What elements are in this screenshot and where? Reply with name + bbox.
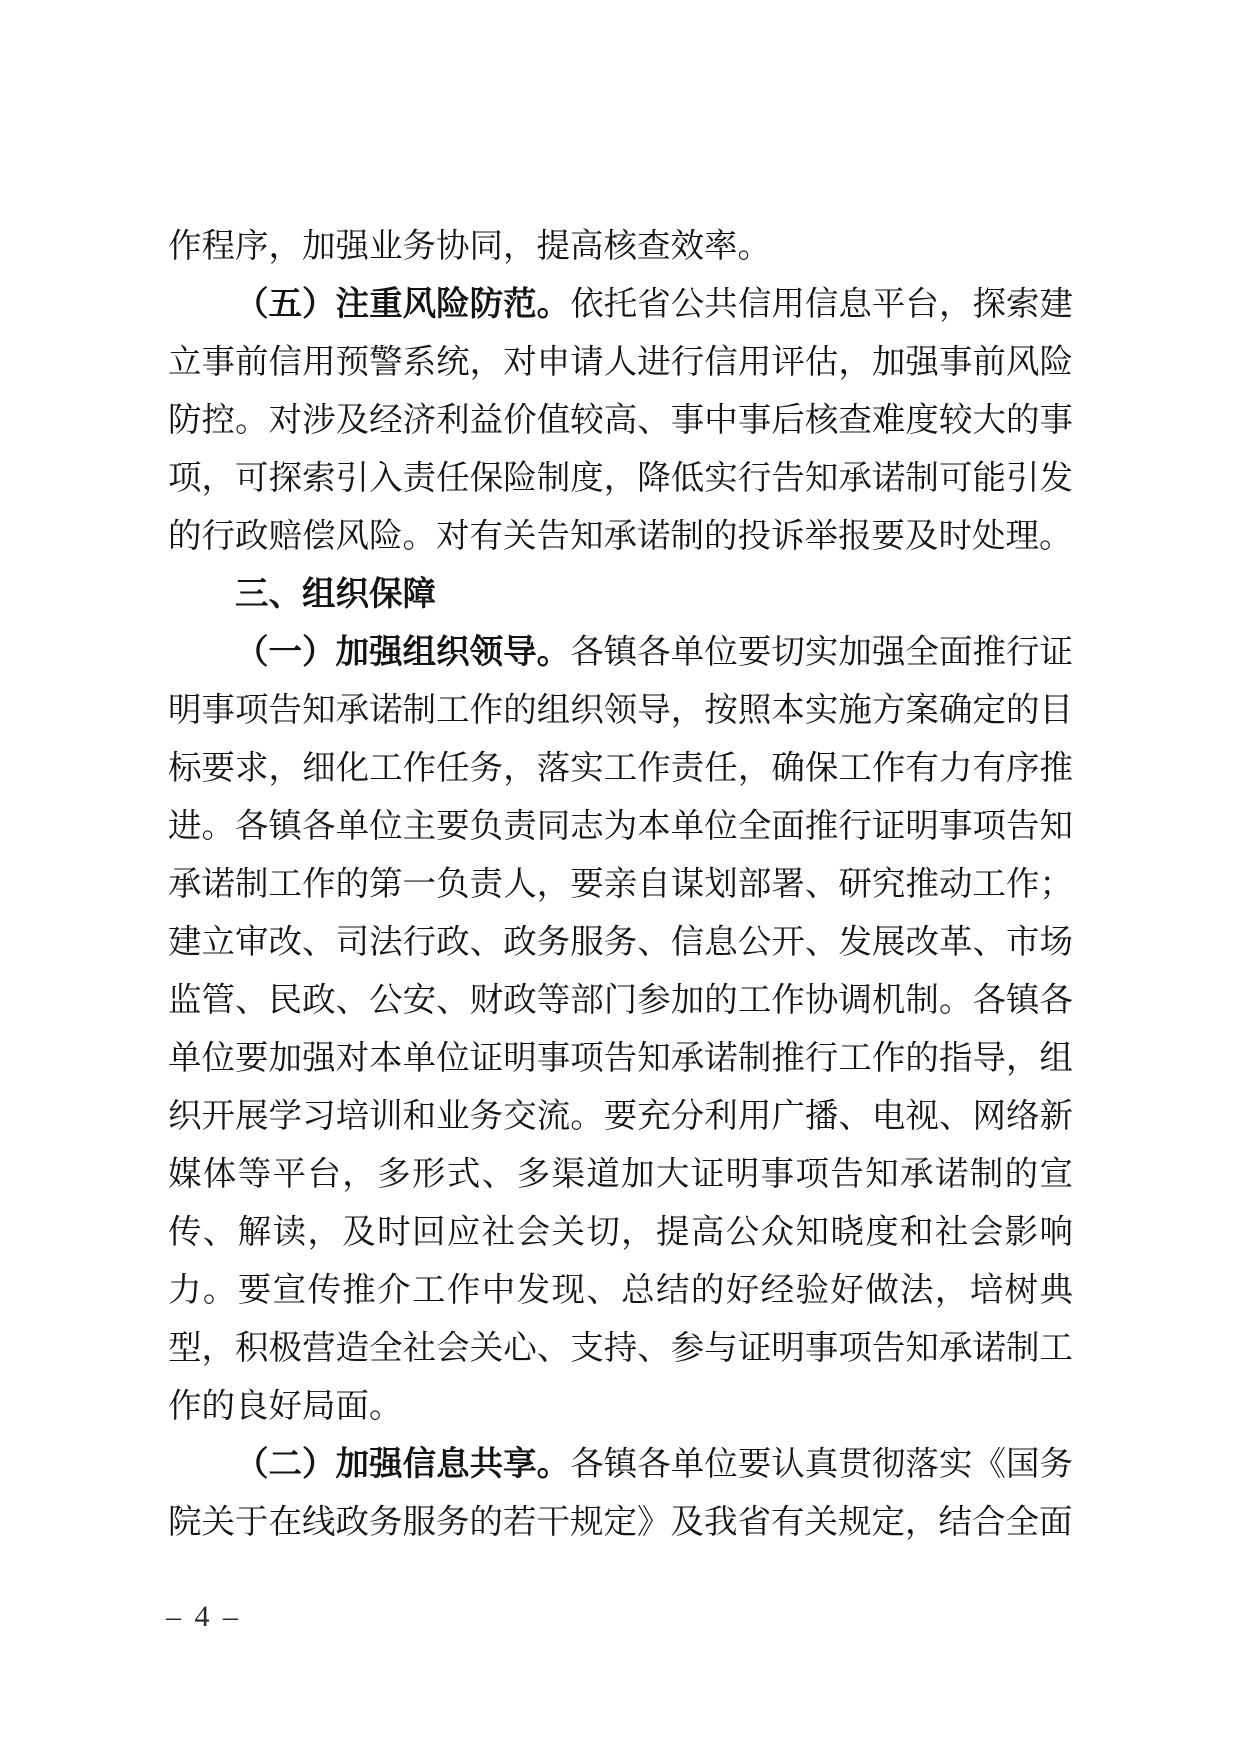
paragraph-text: 各镇各单位要认真贯彻落实《国务院关于在线政务服务的若干规定》及我省有关规定，结合全面 xyxy=(168,1446,1074,1541)
paragraph-lead-text: 三、组织保障 xyxy=(235,576,436,613)
paragraph-text: 各镇各单位要切实加强全面推行证明事项告知承诺制工作的组织领导，按照本实施方案确定的目标要求，细化工作任务，落实工作责任，确保工作有力有序推进。各镇各单位主要负责同志为本单位全面推行证明事项告知承诺制工作的第一负责人，要亲自谋划部署、研究推动工作；建立审改、司法行政、政务服务、信息公开、发展改革、市场监管、民政、公安、财政等部门参加的工作协调机制。各镇各单位要加强对本单位证明事项告知承诺制推行工作的指导，组织开展学习培训和业务交流。要充分利用广播、电视、网络新媒体等平台，多形式、多渠道加大证明事项告知承诺制的宣传、解读，及时回应社会关切，提高公众知晓度和社会影响力。要宣传推介工作中发现、总结的好经验好做法，培树典型，积极营造全社会关心、支持、参与证明事项告知承诺制工作的良好局面。 xyxy=(168,634,1074,1425)
section-heading xyxy=(168,566,1073,624)
paragraph-lead-text: （二）加强信息共享。 xyxy=(235,1446,571,1483)
paragraph-text: 作程序，加强业务协同，提高核查效率。 xyxy=(168,228,771,265)
paragraph-lead-text: （五）注重风险防范。 xyxy=(235,286,571,323)
page-number: – 4 – xyxy=(166,1600,241,1633)
document-body xyxy=(168,218,1073,1552)
paragraph xyxy=(168,1436,1073,1552)
paragraph xyxy=(168,276,1073,566)
paragraph xyxy=(168,218,1073,276)
paragraph-lead-text: （一）加强组织领导。 xyxy=(235,634,571,671)
paragraph-text: 依托省公共信用信息平台，探索建立事前信用预警系统，对申请人进行信用评估，加强事前风险防控。对涉及经济利益价值较高、事中事后核查难度较大的事项，可探索引入责任保险制度，降低实行告知承诺制可能引发的行政赔偿风险。对有关告知承诺制的投诉举报要及时处理。 xyxy=(168,286,1074,555)
paragraph xyxy=(168,624,1073,1436)
